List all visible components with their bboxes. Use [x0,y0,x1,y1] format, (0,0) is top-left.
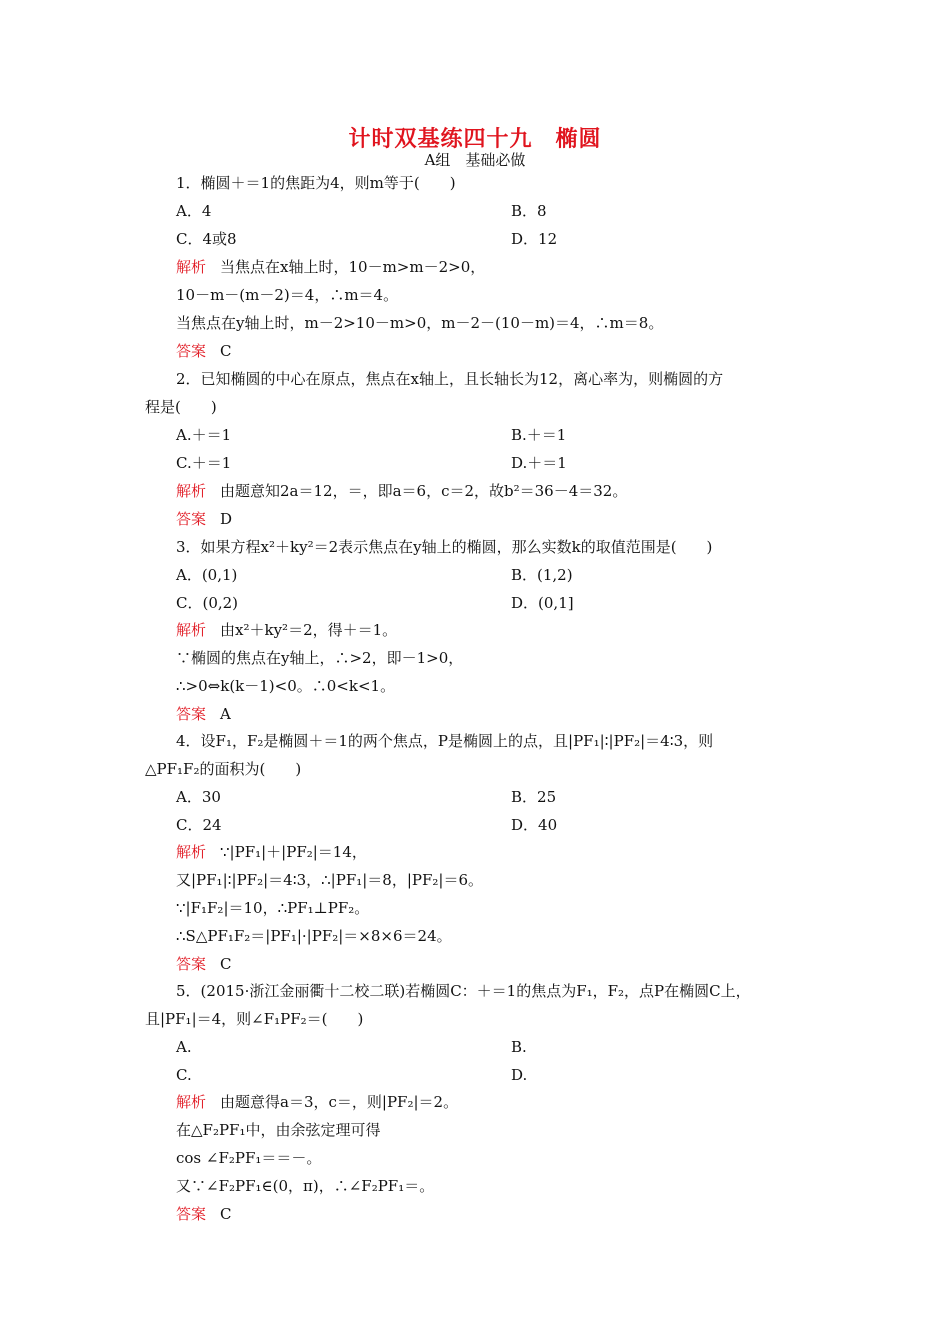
jiexi-label: 解析 [176,843,207,861]
q1-answer-line [176,341,232,361]
q4-option-c: C．24 [176,816,222,834]
q3-solution-line-2: ∵椭圆的焦点在y轴上，∴>2，即－1>0， [176,649,464,667]
q2-stem-line-2: 程是( ) [145,398,217,416]
daan-label: 答案 [176,510,207,528]
jiexi-label: 解析 [176,482,207,500]
q1-option-a: A．4 [176,202,212,220]
solution-text: 由题意知2a＝12，＝，即a＝6，c＝2，故b²＝36－4＝32。 [220,482,628,500]
q1-option-b: B．8 [511,202,547,220]
q2-option-a: A.＋＝1 [176,426,232,444]
q3-solution-line [176,620,397,640]
q4-solution-line-3: ∵|F₁F₂|＝10，∴PF₁⊥PF₂。 [176,899,370,917]
q1-stem: 1．椭圆＋＝1的焦距为4，则m等于( ) [176,174,456,192]
q2-option-c: C.＋＝1 [176,454,232,472]
q1-option-c: C．4或8 [176,230,237,248]
section-subtitle: A组 基础必做 [424,151,526,169]
q5-option-b: B. [511,1038,527,1056]
q2-answer-line [176,509,232,529]
q5-answer-line [176,1204,232,1224]
solution-text: 当焦点在x轴上时，10－m>m－2>0， [220,258,486,276]
q5-stem-line-2: 且|PF₁|＝4，则∠F₁PF₂＝( ) [145,1010,364,1028]
q5-solution-line-2: 在△F₂PF₁中，由余弦定理可得 [176,1121,381,1139]
answer-value: C [220,1205,232,1223]
answer-value: C [220,342,232,360]
q3-option-b: B．(1,2) [511,566,573,584]
q4-stem-line-1: 4．设F₁，F₂是椭圆＋＝1的两个焦点，P是椭圆上的点，且|PF₁|∶|PF₂|＝4∶3，则 [176,732,714,750]
q2-option-b: B.＋＝1 [511,426,567,444]
q5-option-c: C. [176,1066,192,1084]
daan-label: 答案 [176,1205,207,1223]
jiexi-label: 解析 [176,1093,207,1111]
q3-stem: 3．如果方程x²＋ky²＝2表示焦点在y轴上的椭圆，那么实数k的取值范围是( ) [176,538,713,556]
q1-solution-line [176,257,485,277]
q4-solution-line-4: ∴S△PF₁F₂＝|PF₁|·|PF₂|＝×8×6＝24。 [176,927,452,945]
q2-stem-line-1: 2．已知椭圆的中心在原点，焦点在x轴上，且长轴长为12，离心率为，则椭圆的方 [176,370,724,388]
q1-solution-line-2: 10－m－(m－2)＝4，∴m＝4。 [176,286,399,304]
page-title: 计时双基练四十九 椭圆 [348,127,602,152]
q1-option-d: D．12 [511,230,558,248]
q5-option-a: A. [176,1038,192,1056]
q2-option-d: D.＋＝1 [511,454,567,472]
q3-solution-line-3: ∴>0⇔k(k－1)<0。∴0<k<1。 [176,677,396,695]
daan-label: 答案 [176,955,207,973]
q4-answer-line [176,954,232,974]
q4-option-b: B．25 [511,788,557,806]
q1-solution-line-3: 当焦点在y轴上时，m－2>10－m>0，m－2－(10－m)＝4，∴m＝8。 [176,314,664,332]
q4-stem-line-2: △PF₁F₂的面积为( ) [145,760,302,778]
q5-stem-line-1: 5．(2015·浙江金丽衢十二校二联)若椭圆C：＋＝1的焦点为F₁，F₂，点P在椭圆C上， [176,982,751,1000]
q4-option-a: A．30 [176,788,221,806]
answer-value: D [220,510,233,528]
daan-label: 答案 [176,705,207,723]
answer-value: A [220,705,231,723]
q2-solution-line [176,481,627,501]
daan-label: 答案 [176,342,207,360]
q3-option-d: D．(0,1] [511,594,574,612]
q4-solution-line-2: 又|PF₁|∶|PF₂|＝4∶3，∴|PF₁|＝8，|PF₂|＝6。 [176,871,484,889]
q3-answer-line [176,704,231,724]
q4-solution-line [176,842,367,862]
jiexi-label: 解析 [176,621,207,639]
solution-text: 由题意得a＝3，c＝，则|PF₂|＝2。 [220,1093,459,1111]
jiexi-label: 解析 [176,258,207,276]
q3-option-a: A．(0,1) [176,566,238,584]
q5-solution-line-3: cos ∠F₂PF₁＝＝－。 [176,1149,322,1167]
solution-text: 由x²＋ky²＝2，得＋＝1。 [220,621,398,639]
q4-option-d: D．40 [511,816,558,834]
q5-solution-line [176,1092,458,1112]
solution-text: ∵|PF₁|＋|PF₂|＝14， [220,843,367,861]
q5-solution-line-4: 又∵∠F₂PF₁∈(0，π)，∴∠F₂PF₁＝。 [176,1177,435,1195]
answer-value: C [220,955,232,973]
q3-option-c: C．(0,2) [176,594,239,612]
q5-option-d: D. [511,1066,528,1084]
